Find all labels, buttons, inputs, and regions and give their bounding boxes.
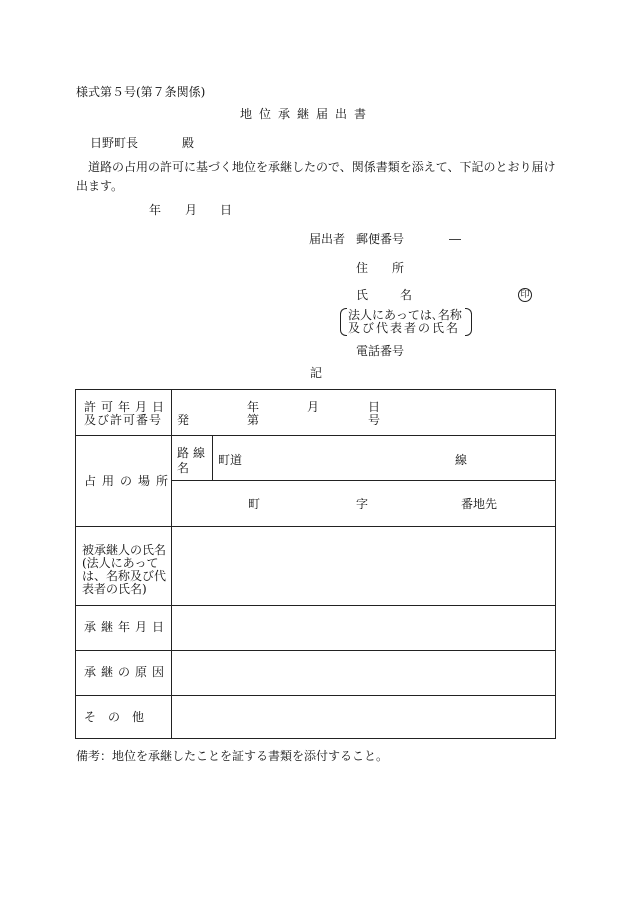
location-aza: 字 bbox=[356, 497, 369, 511]
name-label: 氏 名 bbox=[356, 288, 423, 302]
permit-month: 月 bbox=[307, 400, 320, 414]
postal-label: 郵便番号 bbox=[356, 232, 405, 246]
intro-line-2: 出ます。 bbox=[76, 179, 124, 193]
predecessor-label-4: 表者の氏名) bbox=[82, 582, 147, 596]
page-title: 地位承継届出書 bbox=[240, 107, 374, 121]
addressee-name: 日野町長 bbox=[90, 136, 139, 150]
permit-number-label: 及び許可番号 bbox=[84, 413, 163, 427]
corp-note-close-paren bbox=[465, 308, 472, 336]
route-name-label-2: 名 bbox=[177, 461, 190, 475]
location-banchi: 番地先 bbox=[461, 497, 498, 511]
predecessor-label-2: (法人にあって bbox=[82, 556, 159, 570]
corp-note-open-paren bbox=[340, 308, 347, 336]
remarks-note: 備考：地位を承継したことを証する書類を添付すること。 bbox=[76, 749, 389, 763]
date-year: 年 bbox=[149, 203, 162, 217]
corp-note-line-1: 法人にあっては､名称 bbox=[348, 308, 462, 322]
route-name-label-1: 路線 bbox=[177, 446, 210, 460]
form-number: 様式第５号(第７条関係) bbox=[76, 85, 206, 99]
permit-date-label: 許可年月日 bbox=[84, 400, 170, 414]
other-label: そ の 他 bbox=[84, 710, 145, 724]
succession-reason-label: 承継の原因 bbox=[84, 665, 170, 679]
route-town-road: 町道 bbox=[218, 453, 243, 467]
succession-date-label: 承継年月日 bbox=[84, 620, 170, 634]
phone-label: 電話番号 bbox=[356, 344, 405, 358]
seal-icon: 印 bbox=[518, 288, 532, 302]
address-label: 住 所 bbox=[356, 261, 411, 275]
place-label: 占用の場所 bbox=[84, 474, 175, 488]
postal-dash: ― bbox=[449, 232, 461, 246]
permit-dai: 第 bbox=[247, 413, 260, 427]
predecessor-label-3: は、名称及び代 bbox=[82, 569, 167, 583]
permit-issue: 発 bbox=[177, 413, 190, 427]
permit-year: 年 bbox=[247, 400, 260, 414]
addressee-honorific: 殿 bbox=[182, 136, 195, 150]
intro-line-1: 道路の占用の許可に基づく地位を承継したので、関係書類を添えて、下記のとおり届け bbox=[88, 160, 556, 174]
corp-note-line-2: 及び代表者の氏名 bbox=[348, 321, 461, 335]
predecessor-label-1: 被承継人の氏名 bbox=[82, 543, 167, 557]
permit-go: 号 bbox=[368, 413, 381, 427]
applicant-label: 届出者 bbox=[309, 232, 346, 246]
date-day: 日 bbox=[220, 203, 233, 217]
date-month: 月 bbox=[185, 203, 198, 217]
ki-heading: 記 bbox=[310, 366, 323, 380]
permit-day: 日 bbox=[368, 400, 381, 414]
route-line: 線 bbox=[455, 453, 468, 467]
location-town: 町 bbox=[248, 497, 261, 511]
